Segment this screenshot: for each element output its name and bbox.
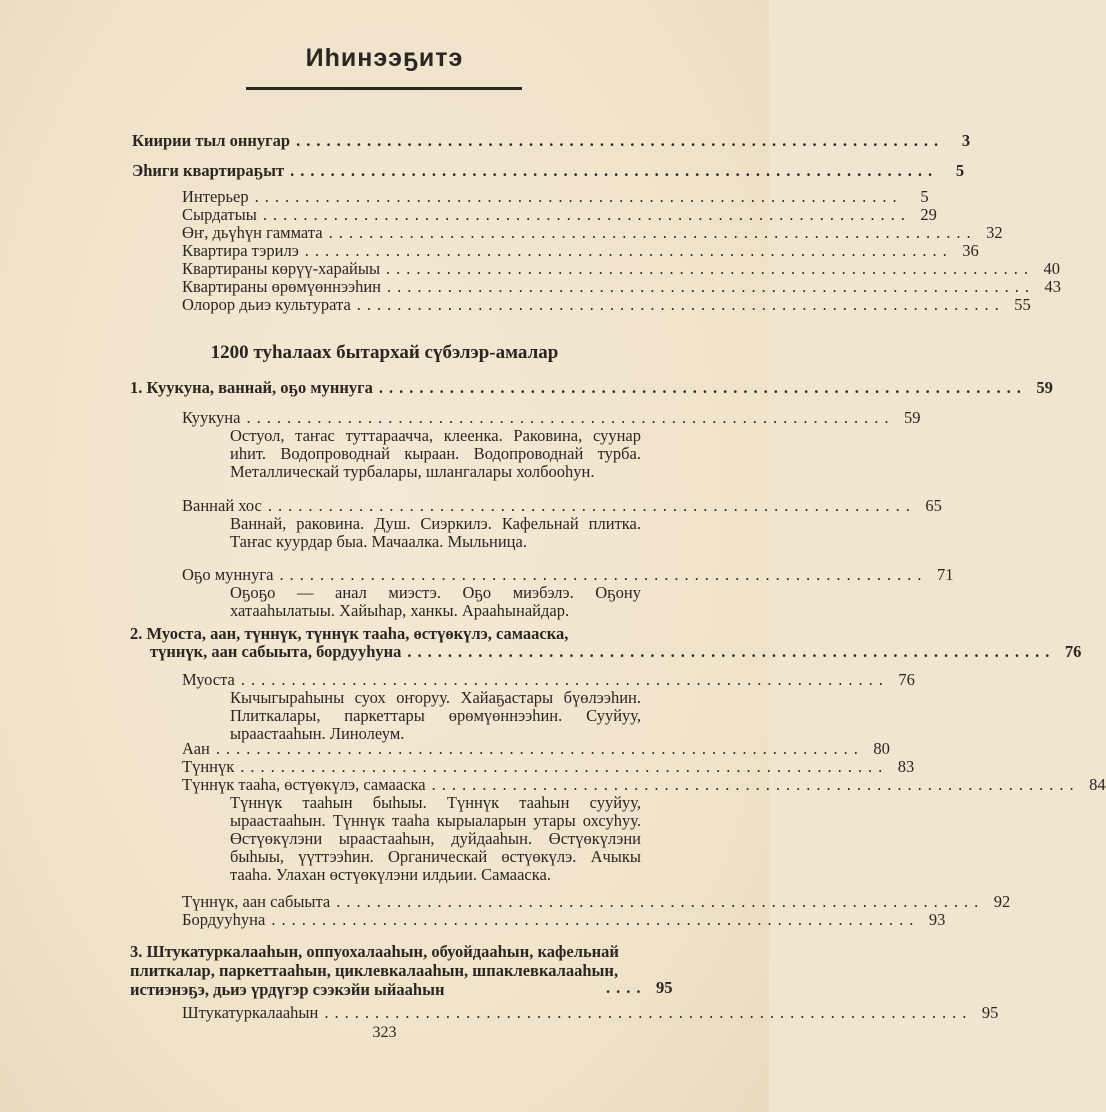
section-heading: 1200 туhалаах бытархай сүбэлэр-амалар bbox=[210, 342, 559, 363]
toc-entry-label: Түннүк bbox=[182, 757, 235, 776]
toc-chapter-3-label: 3. Штукатуркалааhын, оппуохалааhын, обуойдааhын, кафельнай плиткалар, паркеттааhын, циклевкалааhын, шпаклевкалааhын, истиэнэҕэ, дьиэ үрдүгэр сээкэйи ыйааhын bbox=[130, 942, 619, 999]
toc-description: Оҕоҕо — анал миэстэ. Оҕо миэбэлэ. Оҕону хатааhылатыы. Хайыhар, ханкы. Арааhынайдар. bbox=[230, 583, 641, 620]
toc-entry-page: 40 bbox=[1043, 259, 1061, 278]
leader-dots: ................................................................ bbox=[386, 259, 1035, 278]
toc-entry-page: 65 bbox=[925, 496, 942, 515]
leader-dots: ................................................................ bbox=[407, 642, 1056, 661]
leader-dots: ................................................................ bbox=[254, 187, 903, 206]
toc-entry-label: Ваннай хос bbox=[182, 496, 262, 515]
toc-entry-page: 84 bbox=[1089, 775, 1106, 794]
toc-chapter-2-line1: 2. Муоста, аан, түннүк, түннүк тааhа, өстүөкүлэ, самааска, bbox=[130, 624, 569, 643]
toc-description: Остуол, таҥас туттараачча, клеенка. Раковина, суунар иhит. Водопроводнай кыраан. Водопроводнай турба. Металлическай турбалары, шлангалары холбооhун. bbox=[230, 426, 641, 481]
toc-subentry bbox=[182, 892, 1011, 911]
toc-entry-page: 83 bbox=[897, 757, 915, 776]
toc-entry-page: 93 bbox=[928, 910, 946, 929]
toc-entry-label: 1. Куукуна, ваннай, оҕо муннуга bbox=[130, 378, 373, 397]
toc-subentry bbox=[182, 757, 915, 776]
toc-subentry bbox=[182, 910, 946, 929]
page-title: Иhинээҕитэ bbox=[305, 44, 464, 72]
toc-description: Кычыгыраhыны суох оҥоруу. Хайаҕастары бүөлээhин. Плиткалары, паркеттары өрөмүөннээhин. Сууйуу, ыраастааhын. Линолеум. bbox=[230, 688, 641, 743]
toc-entry-label: Киирии тыл оннугар bbox=[132, 131, 291, 150]
toc-subentry bbox=[182, 187, 929, 206]
toc-subentry bbox=[182, 408, 921, 427]
toc-entry-label: Бордууhуна bbox=[182, 910, 266, 929]
toc-entry-label: Эhиги квартираҕыт bbox=[132, 161, 285, 180]
toc-entry-page: 95 bbox=[656, 978, 673, 997]
toc-entry-label: Муоста bbox=[182, 670, 235, 689]
toc-subentry bbox=[182, 295, 1031, 314]
leader-dots: ................................................................ bbox=[246, 408, 895, 427]
toc-entry-label: Куукуна bbox=[182, 408, 241, 427]
toc-entry-page: 76 bbox=[1064, 642, 1082, 661]
toc-chapter-3-page-row bbox=[600, 978, 673, 997]
toc-entry-page: 71 bbox=[936, 565, 954, 584]
leader-dots: ................................................................ bbox=[356, 295, 1005, 314]
toc-entry-page: 43 bbox=[1044, 277, 1062, 296]
toc-entry-page: 3 bbox=[961, 131, 971, 150]
leader-dots: ................................................................ bbox=[387, 277, 1036, 296]
leader-dots: ................................................................ bbox=[267, 496, 916, 515]
toc-subentry bbox=[182, 775, 1106, 794]
leader-dots: ................................................................ bbox=[431, 775, 1080, 794]
leader-dots: ................................................................ bbox=[296, 131, 945, 150]
toc-entry-apartment bbox=[132, 161, 965, 180]
toc-subentry bbox=[182, 496, 942, 515]
leader-dots: ................................................................ bbox=[336, 892, 985, 911]
toc-entry-label: Штукатуркалааhын bbox=[182, 1003, 319, 1022]
toc-entry-page: 29 bbox=[920, 205, 937, 224]
leader-dots: ................................................................ bbox=[262, 205, 911, 224]
toc-subentry bbox=[182, 565, 954, 584]
toc-entry-page: 32 bbox=[986, 223, 1003, 242]
toc-entry-label: Квартираны көрүү-харайыы bbox=[182, 259, 381, 278]
toc-entry-page: 55 bbox=[1014, 295, 1031, 314]
toc-entry-page: 80 bbox=[873, 739, 890, 758]
toc-subentry bbox=[182, 670, 915, 689]
leader-dots: ................................................................ bbox=[328, 223, 977, 242]
toc-entry-label: түннүк, аан сабыыта, бордууhуна bbox=[150, 642, 402, 661]
leader-dots: ................................................................ bbox=[271, 910, 920, 929]
toc-description: Түннүк тааhын быhыы. Түннүк тааhын сууйуу, ыраастааhын. Түннүк тааhа кырыаларын утары охсуhуу. Өстүөкүлэни ыраастааhын, дуйдааhын. Өстүөкүлэни быhыы, үүттээhин. Органическай өстүөкүлэ. Ачыкы тааhа. Улахан өстүөкүлэни илдьии. Самааска. bbox=[230, 793, 641, 884]
leader-dots: ................................................................ bbox=[215, 739, 864, 758]
leader-dots: ................................................................ bbox=[290, 161, 939, 180]
toc-entry-label: Квартира тэрилэ bbox=[182, 241, 299, 260]
toc-entry-page: 59 bbox=[903, 408, 921, 427]
leader-dots: ................................................................ bbox=[304, 241, 953, 260]
toc-entry-label: Олорор дьиэ культурата bbox=[182, 295, 351, 314]
toc-chapter-2 bbox=[150, 642, 1082, 661]
toc-entry-page: 92 bbox=[993, 892, 1011, 911]
toc-entry-label: Өҥ, дьүhүн гаммата bbox=[182, 223, 323, 242]
leader-dots: ................................................................ bbox=[378, 378, 1027, 397]
toc-entry-page: 95 bbox=[981, 1003, 999, 1022]
toc-description: Ваннай, раковина. Душ. Сиэркилэ. Кафельнай плитка. Таҥас куурдар быа. Мачаалка. Мыльница. bbox=[230, 514, 641, 551]
toc-subentry bbox=[182, 1003, 999, 1022]
toc-entry-intro bbox=[132, 131, 971, 150]
toc-subentry bbox=[182, 241, 979, 260]
toc-entry-label: Интерьер bbox=[182, 187, 249, 206]
toc-entry-label: Оҕо муннуга bbox=[182, 565, 274, 584]
toc-entry-page: 5 bbox=[920, 187, 929, 206]
toc-subentry bbox=[182, 223, 1003, 242]
toc-entry-label: Түннүк, аан сабыыта bbox=[182, 892, 331, 911]
page-number: 323 bbox=[372, 1024, 397, 1041]
toc-chapter-1 bbox=[130, 378, 1053, 397]
leader-dots: ................................................................ bbox=[240, 670, 889, 689]
leader-dots: .... bbox=[606, 978, 647, 997]
toc-subentry bbox=[182, 277, 1062, 296]
toc-entry-page: 5 bbox=[955, 161, 965, 180]
toc-entry-label: Квартираны өрөмүөннээhин bbox=[182, 277, 382, 296]
toc-subentry bbox=[182, 259, 1061, 278]
toc-entry-label: Аан bbox=[182, 739, 210, 758]
toc-entry-label: Сырдатыы bbox=[182, 205, 257, 224]
toc-entry-page: 36 bbox=[962, 241, 979, 260]
toc-entry-page: 76 bbox=[898, 670, 915, 689]
leader-dots: ................................................................ bbox=[240, 757, 889, 776]
leader-dots: ................................................................ bbox=[324, 1003, 973, 1022]
toc-subentry bbox=[182, 739, 890, 758]
toc-entry-label: Түннүк тааhа, өстүөкүлэ, самааска bbox=[182, 775, 426, 794]
title-underline bbox=[246, 87, 522, 90]
toc-subentry bbox=[182, 205, 937, 224]
toc-entry-page: 59 bbox=[1036, 378, 1053, 397]
leader-dots: ................................................................ bbox=[279, 565, 928, 584]
